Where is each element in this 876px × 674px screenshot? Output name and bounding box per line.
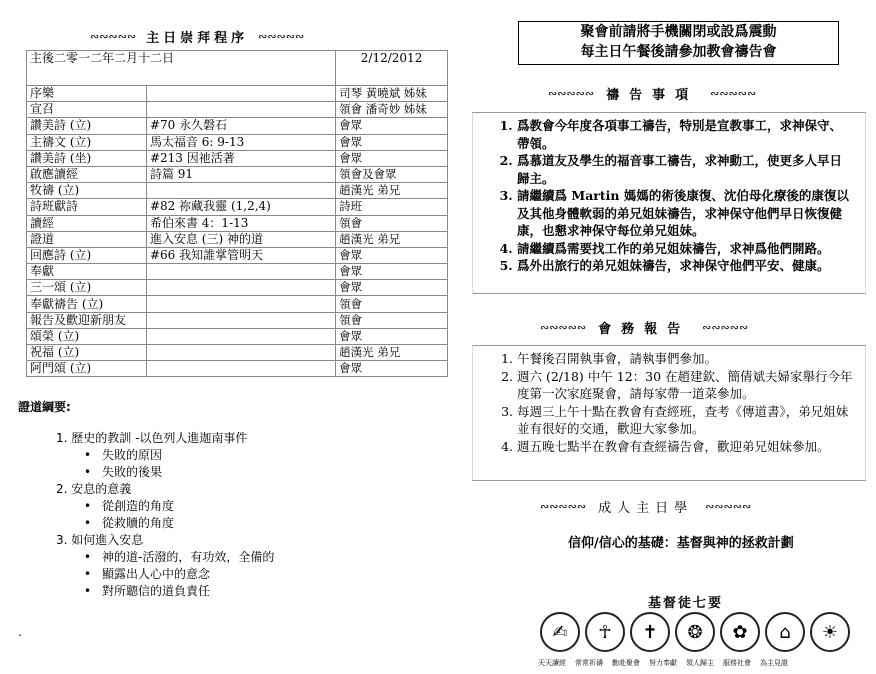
notice-line-1: 聚會前請將手機關閉或設爲震動 [580, 24, 777, 40]
ornament-left: ∾∾∾∾∾ [90, 30, 137, 43]
row-detail: 進入安息 (三) 神的道 [146, 231, 335, 247]
row-item: 三一頌 (立) [27, 280, 147, 296]
row-item: 奉獻 [27, 264, 147, 280]
row-detail [146, 345, 335, 361]
service-title: 主日崇拜程序 [146, 31, 249, 46]
row-detail: 馬太福音 6: 9-13 [146, 134, 335, 150]
row-person: 會眾 [336, 280, 448, 296]
row-item: 牧禱 (立) [27, 183, 147, 199]
row-detail [146, 264, 335, 280]
outline-subpoint: • 顯露出人心中的意念 [56, 566, 274, 583]
row-detail: #213 因祂活著 [146, 150, 335, 166]
service-order-table [26, 50, 448, 377]
prayer-item: 1. 爲教會今年度各項事工禱告，特別是宣教事工，求神保守、帶領。 [517, 117, 853, 152]
adult-school-topic: 信仰/信心的基礎：基督與神的拯救計劃 [568, 536, 794, 551]
table-date-row [27, 51, 448, 86]
row-detail [146, 296, 335, 312]
prayer-item: 5. 爲外出旅行的弟兄姐妹禱告，求神保守他們平安、健康。 [517, 257, 853, 275]
outline-subpoint: • 從創造的角度 [56, 498, 274, 515]
table-row [27, 199, 448, 215]
table-row [27, 264, 448, 280]
row-person: 領會 [336, 215, 448, 231]
row-item: 頌榮 (立) [27, 328, 147, 344]
row-item: 讚美詩 (立) [27, 118, 147, 134]
row-person: 會眾 [336, 264, 448, 280]
service-icon: ⌂ [765, 612, 805, 652]
table-row [27, 312, 448, 328]
essential-caption: 努力奉獻 [649, 659, 677, 667]
row-detail [146, 102, 335, 118]
row-person: 會眾 [336, 118, 448, 134]
praying-icon: ☥ [585, 612, 625, 652]
outline-heading: 證道綱要: [18, 400, 71, 414]
row-detail: #82 祢藏我靈 (1,2,4) [146, 199, 335, 215]
news-item: 1. 午餐後召開執事會，請執事們參加。 [517, 350, 853, 368]
row-detail: 詩篇 91 [146, 166, 335, 182]
row-detail [146, 183, 335, 199]
outline-subpoint: • 從救贖的角度 [56, 515, 274, 532]
row-item: 祝福 (立) [27, 345, 147, 361]
seven-essentials-captions [538, 658, 788, 668]
offering-icon: ❂ [675, 612, 715, 652]
evangelism-icon: ✿ [720, 612, 760, 652]
outline-subpoint: • 對所聽信的道負責任 [56, 583, 274, 600]
ornament-right: ∾∾∾∾∾ [710, 87, 757, 100]
essential-caption: 領人歸主 [686, 659, 714, 667]
row-item: 序樂 [27, 86, 147, 102]
prayer-header [548, 84, 756, 103]
row-detail [146, 361, 335, 377]
outline-point: 1. 歷史的教訓 -以色列人進迦南事件 [56, 431, 248, 445]
notice-line-2: 每主日午餐後請參加教會禱告會 [580, 44, 777, 60]
service-header [90, 27, 304, 46]
prayer-item: 2. 爲慕道友及學生的福音事工禱告，求神動工，使更多人早日歸主。 [517, 152, 853, 187]
footer-dot: . [18, 625, 22, 639]
congregation-icon: ✝ [630, 612, 670, 652]
essential-caption: 常常祈禱 [575, 659, 603, 667]
service-date-label: 主後二零一二年二月十二日 [27, 51, 336, 86]
row-person: 司琴 黃曉斌 姊妹 [336, 86, 448, 102]
sermon-outline [56, 430, 274, 600]
news-item: 4. 週五晚七點半在教會有查經禱告會，歡迎弟兄姐妹參加。 [517, 438, 853, 456]
table-row [27, 231, 448, 247]
row-item: 主禱文 (立) [27, 134, 147, 150]
outline-point: 2. 安息的意義 [56, 482, 132, 496]
ornament-left: ∾∾∾∾∾ [540, 500, 587, 513]
table-row [27, 345, 448, 361]
ornament-left: ∾∾∾∾∾ [540, 321, 587, 334]
outline-subpoint: • 神的道-活潑的，有功效，全備的 [56, 549, 274, 566]
row-detail [146, 280, 335, 296]
row-person: 會眾 [336, 247, 448, 263]
news-list-box [472, 345, 866, 481]
row-item: 宣召 [27, 102, 147, 118]
essential-caption: 勤赴聚會 [612, 659, 640, 667]
table-row [27, 166, 448, 182]
row-item: 讚美詩 (坐) [27, 150, 147, 166]
row-detail [146, 312, 335, 328]
witness-icon: ☀ [810, 612, 850, 652]
outline-point: 3. 如何進入安息 [56, 533, 144, 547]
table-row [27, 134, 448, 150]
bible-reading-icon: ✍ [540, 612, 580, 652]
ornament-right: ∾∾∾∾∾ [705, 500, 752, 513]
row-person: 會眾 [336, 150, 448, 166]
table-row [27, 328, 448, 344]
outline-subpoint: • 失敗的後果 [56, 464, 274, 481]
news-list [473, 346, 865, 459]
row-person: 會眾 [336, 361, 448, 377]
service-date-value: 2/12/2012 [336, 51, 448, 86]
news-title: 會務報告 [598, 322, 691, 337]
row-person: 趙漢光 弟兄 [336, 231, 448, 247]
row-item: 回應詩 (立) [27, 247, 147, 263]
row-person: 趙漢光 弟兄 [336, 183, 448, 199]
table-row [27, 102, 448, 118]
row-person: 詩班 [336, 199, 448, 215]
row-person: 領會 [336, 312, 448, 328]
ornament-left: ∾∾∾∾∾ [548, 87, 595, 100]
news-header [540, 318, 748, 337]
table-row [27, 118, 448, 134]
table-row [27, 215, 448, 231]
outline-subpoint: • 失敗的原因 [56, 447, 274, 464]
table-row [27, 150, 448, 166]
row-item: 證道 [27, 231, 147, 247]
adult-school-title: 成人主日學 [598, 501, 694, 516]
row-detail: #66 我知誰掌管明天 [146, 247, 335, 263]
seven-essentials-title: 基督徒七要 [648, 596, 724, 611]
essential-caption: 天天讀經 [538, 659, 566, 667]
ornament-right: ∾∾∾∾∾ [702, 321, 749, 334]
prayer-title: 禱告事項 [606, 88, 699, 103]
row-detail: #70 永久磐石 [146, 118, 335, 134]
essential-caption: 為主見證 [760, 659, 788, 667]
row-detail [146, 328, 335, 344]
news-item: 3. 每週三上午十點在教會有查經班，查考《傳道書》，弟兄姐妹並有很好的交通，歡迎大家參加。 [517, 403, 853, 438]
row-person: 領會及會眾 [336, 166, 448, 182]
seven-essentials-icons [540, 612, 850, 652]
table-row [27, 280, 448, 296]
adult-school-header [540, 497, 751, 516]
table-row [27, 361, 448, 377]
row-item: 詩班獻詩 [27, 199, 147, 215]
row-item: 奉獻禱告 (立) [27, 296, 147, 312]
row-item: 啟應讀經 [27, 166, 147, 182]
row-person: 會眾 [336, 328, 448, 344]
notice-box [518, 21, 839, 65]
prayer-list [473, 113, 865, 279]
table-row [27, 86, 448, 102]
row-person: 領會 潘奇妙 姊妹 [336, 102, 448, 118]
row-item: 阿門頌 (立) [27, 361, 147, 377]
row-detail: 希伯來書 4：1-13 [146, 215, 335, 231]
prayer-item: 3. 請繼續爲 Martin 媽媽的術後康復、沈伯母化療後的康復以及其他身體軟弱的弟兄姐妹禱告，求神保守他們早日恢復健康，也懇求神保守每位弟兄姐妹。 [517, 187, 853, 240]
table-row [27, 296, 448, 312]
row-item: 報告及歡迎新朋友 [27, 312, 147, 328]
essential-caption: 服務社會 [723, 659, 751, 667]
row-person: 領會 [336, 296, 448, 312]
row-detail [146, 86, 335, 102]
news-item: 2. 週六 (2/18) 中午 12：30 在趙建欽、簡倩斌夫婦家舉行今年度第一次家庭聚會，請每家帶一道菜參加。 [517, 368, 853, 403]
prayer-list-box [472, 112, 866, 294]
row-person: 會眾 [336, 134, 448, 150]
prayer-item: 4. 請繼續爲需要找工作的弟兄姐妹禱告，求神爲他們開路。 [517, 240, 853, 258]
ornament-right: ∾∾∾∾∾ [258, 30, 305, 43]
table-row [27, 247, 448, 263]
table-row [27, 183, 448, 199]
row-item: 讀經 [27, 215, 147, 231]
row-person: 趙漢光 弟兄 [336, 345, 448, 361]
